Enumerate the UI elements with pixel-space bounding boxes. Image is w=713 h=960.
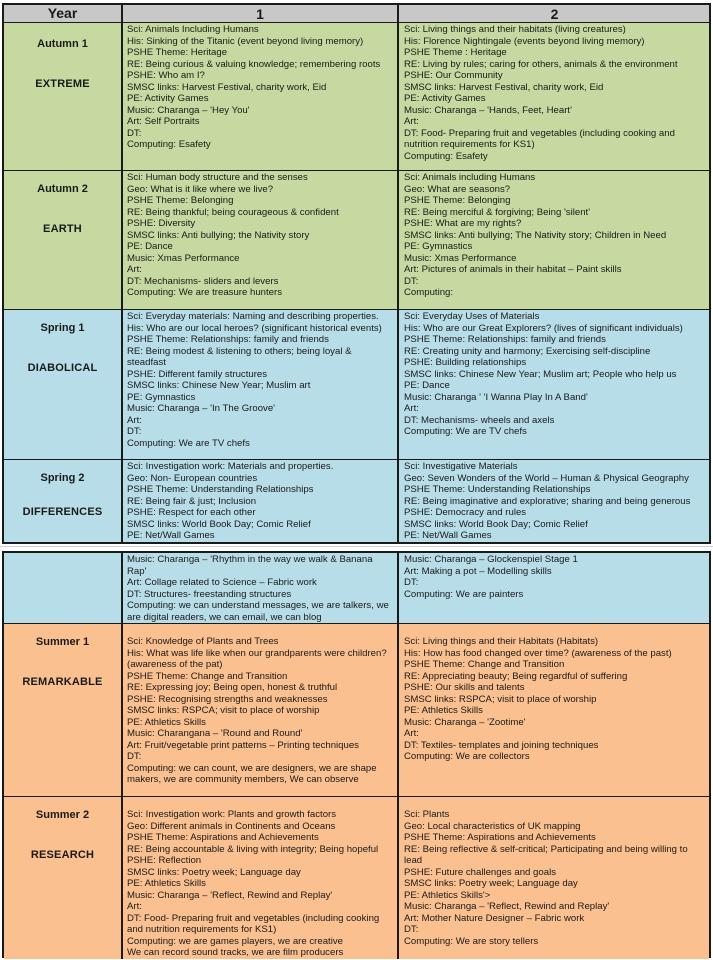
curriculum-line: SMSC links: Chinese New Year; Muslim art <box>127 380 311 391</box>
curriculum-line: PSHE: Reflection <box>127 855 202 866</box>
curriculum-line: Art: <box>127 414 142 426</box>
curriculum-line: PE: Net/Wall Games <box>404 530 492 541</box>
curriculum-line: Art: <box>404 728 419 739</box>
term-name: Spring 2 <box>40 472 85 484</box>
term-theme: EARTH <box>43 223 82 235</box>
term-cell <box>4 310 123 459</box>
term-cell <box>4 171 123 309</box>
curriculum-line: Music: Charanga – 'Zootime' <box>404 716 526 728</box>
curriculum-line: Art: <box>404 116 419 127</box>
curriculum-line: Music: Charanga – Glockenspiel Stage 1 <box>404 554 578 565</box>
curriculum-line: PSHE: Respect for each other <box>127 507 256 518</box>
year-1-cell <box>123 624 399 796</box>
curriculum-line: PSHE Theme: Aspirations and Achievements <box>404 832 596 843</box>
curriculum-line: Art: Making a pot – Modelling skills <box>404 565 552 577</box>
curriculum-line: Geo: Local characteristics of UK mapping <box>404 820 581 832</box>
curriculum-line: PSHE: Who am I? <box>127 70 205 81</box>
year-2-cell <box>399 797 709 959</box>
term-cell <box>4 624 123 796</box>
page-break-divider <box>0 546 713 547</box>
term-cell <box>4 460 123 542</box>
curriculum-line: Sci: Living things and their Habitats (Habitats) <box>404 636 599 647</box>
curriculum-line: PE: Activity Games <box>404 93 486 104</box>
term-cell <box>4 23 123 170</box>
year-2-cell <box>399 553 709 623</box>
term-row-spring-1 <box>4 309 709 459</box>
term-theme: REMARKABLE <box>22 676 103 688</box>
curriculum-line: PSHE Theme: Belonging <box>127 195 234 206</box>
year-2-header: 2 <box>550 6 559 22</box>
curriculum-line: Music: Xmas Performance <box>127 252 240 264</box>
curriculum-line: Computing: we can count, we are designers, we are shape makers, we are community members, We can observe <box>127 762 377 785</box>
curriculum-line: Art: <box>127 901 142 912</box>
curriculum-line: DT: Mechanisms- wheels and axels <box>404 414 555 426</box>
curriculum-line: Computing: We are collectors <box>404 751 530 762</box>
curriculum-line: RE: Creating unity and harmony; Exercising self-discipline <box>404 345 651 357</box>
curriculum-line: PSHE Theme: Understanding Relationships <box>404 484 591 495</box>
curriculum-line: DT: Mechanisms- sliders and levers <box>127 275 279 287</box>
curriculum-line: PSHE Theme : Heritage <box>404 47 507 58</box>
curriculum-line: PSHE Theme: Understanding Relationships <box>127 484 314 495</box>
curriculum-line: PE: Gymnastics <box>404 241 473 252</box>
term-name: Autumn 2 <box>37 183 88 195</box>
curriculum-line: Music: Charangana – 'Round and Round' <box>127 728 303 739</box>
curriculum-line: RE: Being fair & just; Inclusion <box>127 495 257 507</box>
curriculum-line: SMSC links: Poetry week; Language day <box>127 866 301 878</box>
curriculum-line: His: Sinking of the Titanic (event beyond living memory) <box>127 35 364 47</box>
curriculum-line: Sci: Everyday materials: Naming and describing properties. <box>127 311 379 322</box>
curriculum-line: DT: <box>127 751 142 762</box>
curriculum-line: Music: Charanga – 'Hands, Feet, Heart' <box>404 104 572 116</box>
curriculum-line: His: Who are our Great Explorers? (lives of significant individuals) <box>404 322 683 334</box>
term-row-spring-2-continued <box>4 553 709 623</box>
curriculum-line: PSHE: Building relationships <box>404 357 527 368</box>
year-2-cell <box>399 624 709 796</box>
curriculum-line: Geo: What is it like where we live? <box>127 183 274 195</box>
curriculum-line: PSHE Theme: Change and Transition <box>404 659 565 670</box>
term-theme: RESEARCH <box>30 849 95 861</box>
year-1-cell <box>123 460 399 542</box>
curriculum-line: PSHE Theme: Heritage <box>127 47 228 58</box>
curriculum-line: RE: Living by rules; caring for others, animals & the environment <box>404 58 678 70</box>
curriculum-line: PSHE: Recognising strengths and weaknesses <box>127 693 328 705</box>
term-row-autumn-2 <box>4 170 709 309</box>
curriculum-line: SMSC links: Chinese New Year; Muslim art; People who help us <box>404 368 677 380</box>
year-2-cell <box>399 171 709 309</box>
term-row-spring-2 <box>4 459 709 542</box>
curriculum-line: Art: Mother Nature Designer – Fabric work <box>404 912 585 924</box>
curriculum-line: RE: Being modest & listening to others; being loyal & steadfast <box>127 345 352 368</box>
curriculum-line: Music: Charanga ' 'I Wanna Play In A Band' <box>404 391 588 403</box>
curriculum-line: PE: Activity Games <box>127 93 209 104</box>
term-name: Autumn 1 <box>37 38 88 50</box>
curriculum-line: Sci: Investigation work: Plants and growth factors <box>127 809 337 820</box>
curriculum-line: Sci: Living things and their habitats (living creatures) <box>404 24 626 35</box>
curriculum-line: SMSC links: World Book Day; Comic Relief <box>127 518 311 530</box>
curriculum-line: Geo: Non- European countries <box>127 472 258 484</box>
curriculum-line: PSHE Theme: Relationships: family and friends <box>404 334 606 345</box>
curriculum-line: PSHE: Our skills and talents <box>404 682 525 693</box>
curriculum-line: DT: <box>404 577 419 588</box>
curriculum-line: PSHE: Our Community <box>404 70 503 81</box>
curriculum-line: SMSC links: World Book Day; Comic Relief <box>404 518 588 530</box>
curriculum-line: SMSC links: Harvest Festival, charity work, Eid <box>127 81 327 93</box>
curriculum-line: PSHE Theme: Aspirations and Achievements <box>127 832 319 843</box>
curriculum-line: DT: <box>404 275 419 287</box>
curriculum-line: Art: <box>127 264 142 275</box>
curriculum-line: PE: Dance <box>404 380 450 391</box>
curriculum-line: Music: Charanga – 'In The Groove' <box>127 403 276 414</box>
curriculum-line: Art: <box>404 403 419 414</box>
curriculum-line: PSHE: Different family structures <box>127 368 268 380</box>
curriculum-line: Music: Charanga – 'Hey You' <box>127 104 250 116</box>
curriculum-line: DT: Food- Preparing fruit and vegetables (including cooking and nutrition requirements for KS1) <box>404 127 675 150</box>
curriculum-line: PE: Net/Wall Games <box>127 530 215 541</box>
curriculum-line: Computing: we can understand messages, we are talkers, we are digital readers, we can email, we can blog <box>127 600 389 623</box>
term-name: Spring 1 <box>40 322 85 334</box>
curriculum-line: DT: <box>127 426 142 437</box>
curriculum-line: DT: <box>127 127 142 139</box>
curriculum-line: RE: Expressing joy; Being open, honest & truthful <box>127 682 338 693</box>
curriculum-line: PSHE Theme: Relationships: family and friends <box>127 334 329 345</box>
curriculum-line: Music: Charanga – 'Reflect, Rewind and Replay' <box>127 889 333 901</box>
curriculum-line: His: How has food changed over time? (awareness of the past) <box>404 647 672 659</box>
year-2-cell <box>399 23 709 170</box>
curriculum-line: RE: Being curious & valuing knowledge; remembering roots <box>127 58 381 70</box>
curriculum-line: Sci: Investigative Materials <box>404 461 518 472</box>
term-name: Summer 2 <box>35 809 90 821</box>
curriculum-line: PSHE Theme: Change and Transition <box>127 670 288 682</box>
curriculum-line: DT: Textiles- templates and joining techniques <box>404 739 599 751</box>
curriculum-line: SMSC links: Poetry week; Language day <box>404 878 578 889</box>
curriculum-line: Sci: Plants <box>404 809 450 820</box>
curriculum-line: PSHE: Diversity <box>127 218 196 229</box>
term-cell <box>4 553 123 623</box>
curriculum-line: PSHE: What are my rights? <box>404 218 522 229</box>
curriculum-line: SMSC links: RSPCA; visit to place of worship <box>127 705 320 716</box>
curriculum-line: His: Who are our local heroes? (significant historical events) <box>127 322 382 334</box>
curriculum-line: RE: Being reflective & self-critical; Participating and being willing to lead <box>404 843 688 866</box>
curriculum-line: RE: Being thankful; being courageous & confident <box>127 206 339 218</box>
curriculum-line: Music: Charanga – 'Reflect, Rewind and Replay' <box>404 901 610 912</box>
curriculum-line: DT: <box>404 924 419 935</box>
curriculum-line: Music: Charanga – 'Rhythm in the way we walk & Banana Rap' <box>127 554 373 577</box>
term-cell <box>4 797 123 959</box>
term-theme: DIFFERENCES <box>22 506 103 518</box>
year-1-cell <box>123 23 399 170</box>
curriculum-line: Computing: we are games players, we are creative <box>127 935 343 947</box>
curriculum-line: RE: Being merciful & forgiving; Being 'silent' <box>404 206 591 218</box>
curriculum-line: RE: Appreciating beauty; Being regardful of suffering <box>404 670 628 682</box>
curriculum-line: Sci: Human body structure and the senses <box>127 172 308 183</box>
curriculum-line: SMSC links: Harvest Festival, charity work, Eid <box>404 81 604 93</box>
year-1-cell <box>123 797 399 959</box>
curriculum-line: Computing: We are story tellers <box>404 935 539 947</box>
curriculum-line: His: Florence Nightingale (events beyond living memory) <box>404 35 645 47</box>
curriculum-line: PSHE: Democracy and rules <box>404 507 527 518</box>
term-row-autumn-1 <box>4 22 709 170</box>
curriculum-line: PE: Athletics Skills <box>127 878 206 889</box>
curriculum-line: Geo: Different animals in Continents and Oceans <box>127 820 336 832</box>
curriculum-line: Computing: We are TV chefs <box>404 426 527 437</box>
curriculum-line: Art: Pictures of animals in their habitat – Paint skills <box>404 264 622 275</box>
curriculum-line: Art: Self Portraits <box>127 116 200 127</box>
curriculum-line: RE: Being imaginative and explorative; sharing and being generous <box>404 495 691 507</box>
header-row <box>4 5 709 22</box>
curriculum-line: PE: Athletics Skills <box>127 716 206 728</box>
curriculum-line: PSHE: Future challenges and goals <box>404 866 556 878</box>
curriculum-line: Sci: Investigation work: Materials and properties. <box>127 461 334 472</box>
curriculum-line: Computing: <box>404 287 454 298</box>
curriculum-line: SMSC links: RSPCA; visit to place of worship <box>404 693 597 705</box>
year-header: Year <box>4 5 123 22</box>
curriculum-line: Sci: Animals including Humans <box>404 172 536 183</box>
curriculum-line: SMSC links: Anti bullying; The Nativity story; Children in Need <box>404 229 667 241</box>
curriculum-line: PE: Athletics Skills <box>404 705 483 716</box>
year-2-cell <box>399 460 709 542</box>
curriculum-line: Computing: We are TV chefs <box>127 437 250 449</box>
curriculum-line: DT: Structures- freestanding structures <box>127 588 292 600</box>
curriculum-line: SMSC links: Anti bullying; the Nativity story <box>127 229 310 241</box>
curriculum-table-page-2 <box>2 551 711 958</box>
curriculum-line: Geo: What are seasons? <box>404 183 511 195</box>
curriculum-line: RE: Being accountable & living with integrity; Being hopeful <box>127 843 379 855</box>
curriculum-line: Geo: Seven Wonders of the World – Human & Physical Geography <box>404 472 689 484</box>
curriculum-line: Computing: Esafety <box>127 139 211 150</box>
curriculum-line: Computing: We are painters <box>404 588 524 600</box>
year-1-header: 1 <box>123 5 399 22</box>
curriculum-line: PE: Dance <box>127 241 173 252</box>
curriculum-line: Computing: We are treasure hunters <box>127 287 282 298</box>
curriculum-line: PE: Athletics Skills'> <box>404 889 491 901</box>
curriculum-line: Sci: Knowledge of Plants and Trees <box>127 636 279 647</box>
term-row-summer-2 <box>4 796 709 959</box>
curriculum-line: PE: Gymnastics <box>127 391 196 403</box>
curriculum-line: PSHE Theme: Belonging <box>404 195 511 206</box>
curriculum-line: DT: Food- Preparing fruit and vegetables (including cooking and nutrition requirements for KS1) <box>127 912 380 935</box>
curriculum-line: Sci: Everyday Uses of Materials <box>404 311 540 322</box>
curriculum-line: Art: Fruit/vegetable print patterns – Printing techniques <box>127 739 359 751</box>
term-theme: EXTREME <box>35 78 90 90</box>
curriculum-line: Art: Collage related to Science – Fabric work <box>127 577 317 588</box>
curriculum-line: Music: Xmas Performance <box>404 252 517 264</box>
term-name: Summer 1 <box>35 636 90 648</box>
curriculum-line: Computing: Esafety <box>404 150 488 162</box>
curriculum-line: We can record sound tracks, we are film producers <box>127 947 344 958</box>
year-1-cell <box>123 171 399 309</box>
year-2-cell <box>399 310 709 459</box>
year-1-cell <box>123 310 399 459</box>
curriculum-line: His: What was life like when our grandparents were children? (awareness of the pat) <box>127 647 387 670</box>
curriculum-line: Sci: Animals Including Humans <box>127 24 259 35</box>
term-row-summer-1 <box>4 623 709 796</box>
term-theme: DIABOLICAL <box>27 362 98 374</box>
year-1-cell <box>123 553 399 623</box>
curriculum-table-page-1 <box>2 3 711 544</box>
